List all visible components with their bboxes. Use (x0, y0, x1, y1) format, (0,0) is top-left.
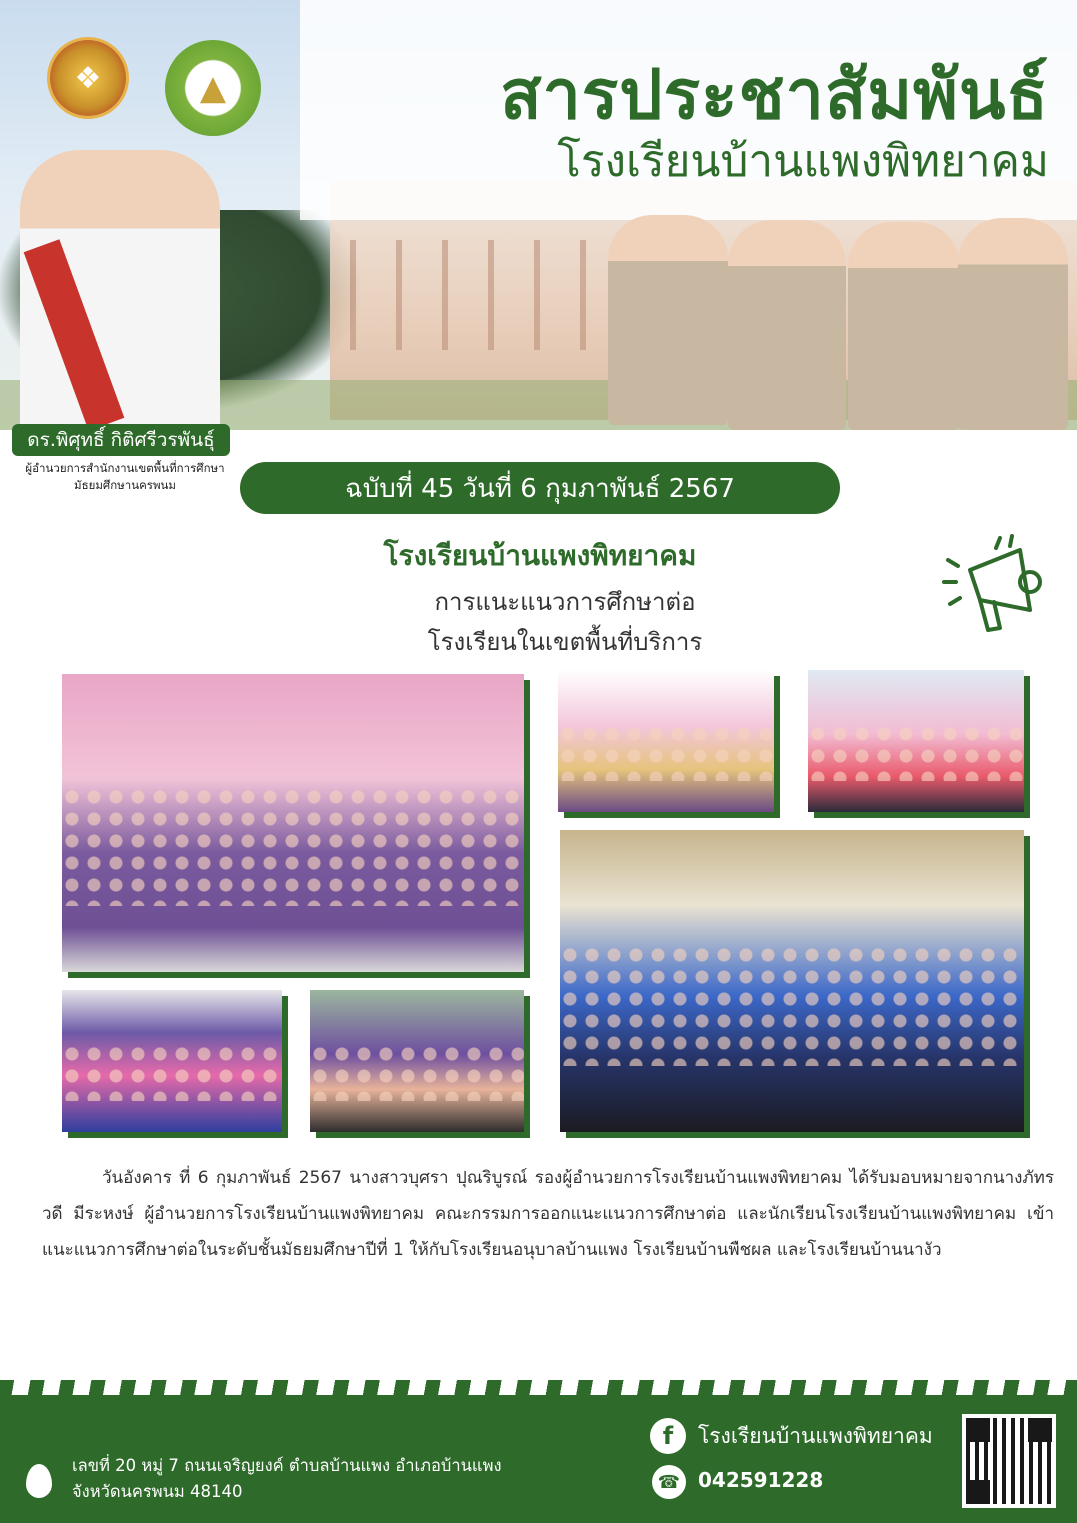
students-group-photo (560, 830, 1024, 1132)
classroom-photo (808, 670, 1024, 812)
address-line2: จังหวัดนครพนม 48140 (72, 1482, 243, 1501)
director-name: ดร.พิศุทธิ์ กิติศรีวรพันธุ์ (12, 424, 230, 456)
headline-school: โรงเรียนบ้านแพงพิทยาคม (383, 539, 697, 572)
issue-badge: ฉบับที่ 45 วันที่ 6 กุมภาพันธ์ 2567 (240, 462, 840, 514)
megaphone-icon (940, 530, 1050, 650)
director-role-line1: ผู้อำนวยการสำนักงานเขตพื้นที่การศึกษา (25, 461, 225, 475)
page-subtitle: โรงเรียนบ้านแพงพิทยาคม (557, 136, 1049, 187)
staff-photo-4 (958, 218, 1068, 430)
page-title: สารประชาสัมพันธ์ (500, 56, 1049, 135)
phone-number[interactable]: 042591228 (698, 1468, 824, 1492)
phone-icon[interactable]: ☎ (652, 1465, 686, 1499)
headline-topic: การแนะแนวการศึกษาต่อ (434, 588, 696, 616)
staff-photo-2 (728, 220, 846, 430)
address (72, 1453, 572, 1505)
school-logo: ▲ (165, 40, 261, 136)
director-role-line2: มัธยมศึกษานครพนม (74, 478, 176, 492)
facebook-page-link[interactable]: โรงเรียนบ้านแพงพิทยาคม (698, 1424, 933, 1448)
ministry-logo: ❖ (50, 40, 126, 116)
facebook-icon[interactable]: f (650, 1418, 686, 1454)
director-role (20, 460, 230, 494)
school-visit-photo (62, 990, 282, 1132)
headline-target: โรงเรียนในเขตพื้นที่บริการ (427, 628, 703, 656)
article-body: วันอังคาร ที่ 6 กุมภาพันธ์ 2567 นางสาวบุศรา ปุณริบูรณ์ รองผู้อำนวยการโรงเรียนบ้านแพงพิทยาคม ได้รับมอบหมายจากนางภัทรวดี มีระหงษ์ ผู้อำนวยการโรงเรียนบ้านแพงพิทยาคม คณะกรรมการออกแนะแนวการศึกษาต่อ และนักเรียนโรงเรียนบ้านแพงพิทยาคม เข้าแนะแนวการศึกษาต่อในระดับชั้นมัธยมศึกษาปีที่ 1 ให้กับโรงเรียนอนุบาลบ้านแพง โรงเรียนบ้านพืชผล และโรงเรียนบ้านนางัว (42, 1168, 1054, 1260)
staff-photo-1 (608, 215, 728, 425)
activity-photo (310, 990, 524, 1132)
qr-code[interactable] (962, 1414, 1056, 1508)
presentation-photo (558, 670, 774, 812)
address-line1: เลขที่ 20 หมู่ 7 ถนนเจริญยงค์ ตำบลบ้านแพง อำเภอบ้านแพง (72, 1456, 502, 1475)
group-photo-main (62, 674, 524, 972)
staff-photo-3 (848, 222, 960, 430)
location-pin-icon (26, 1464, 52, 1498)
